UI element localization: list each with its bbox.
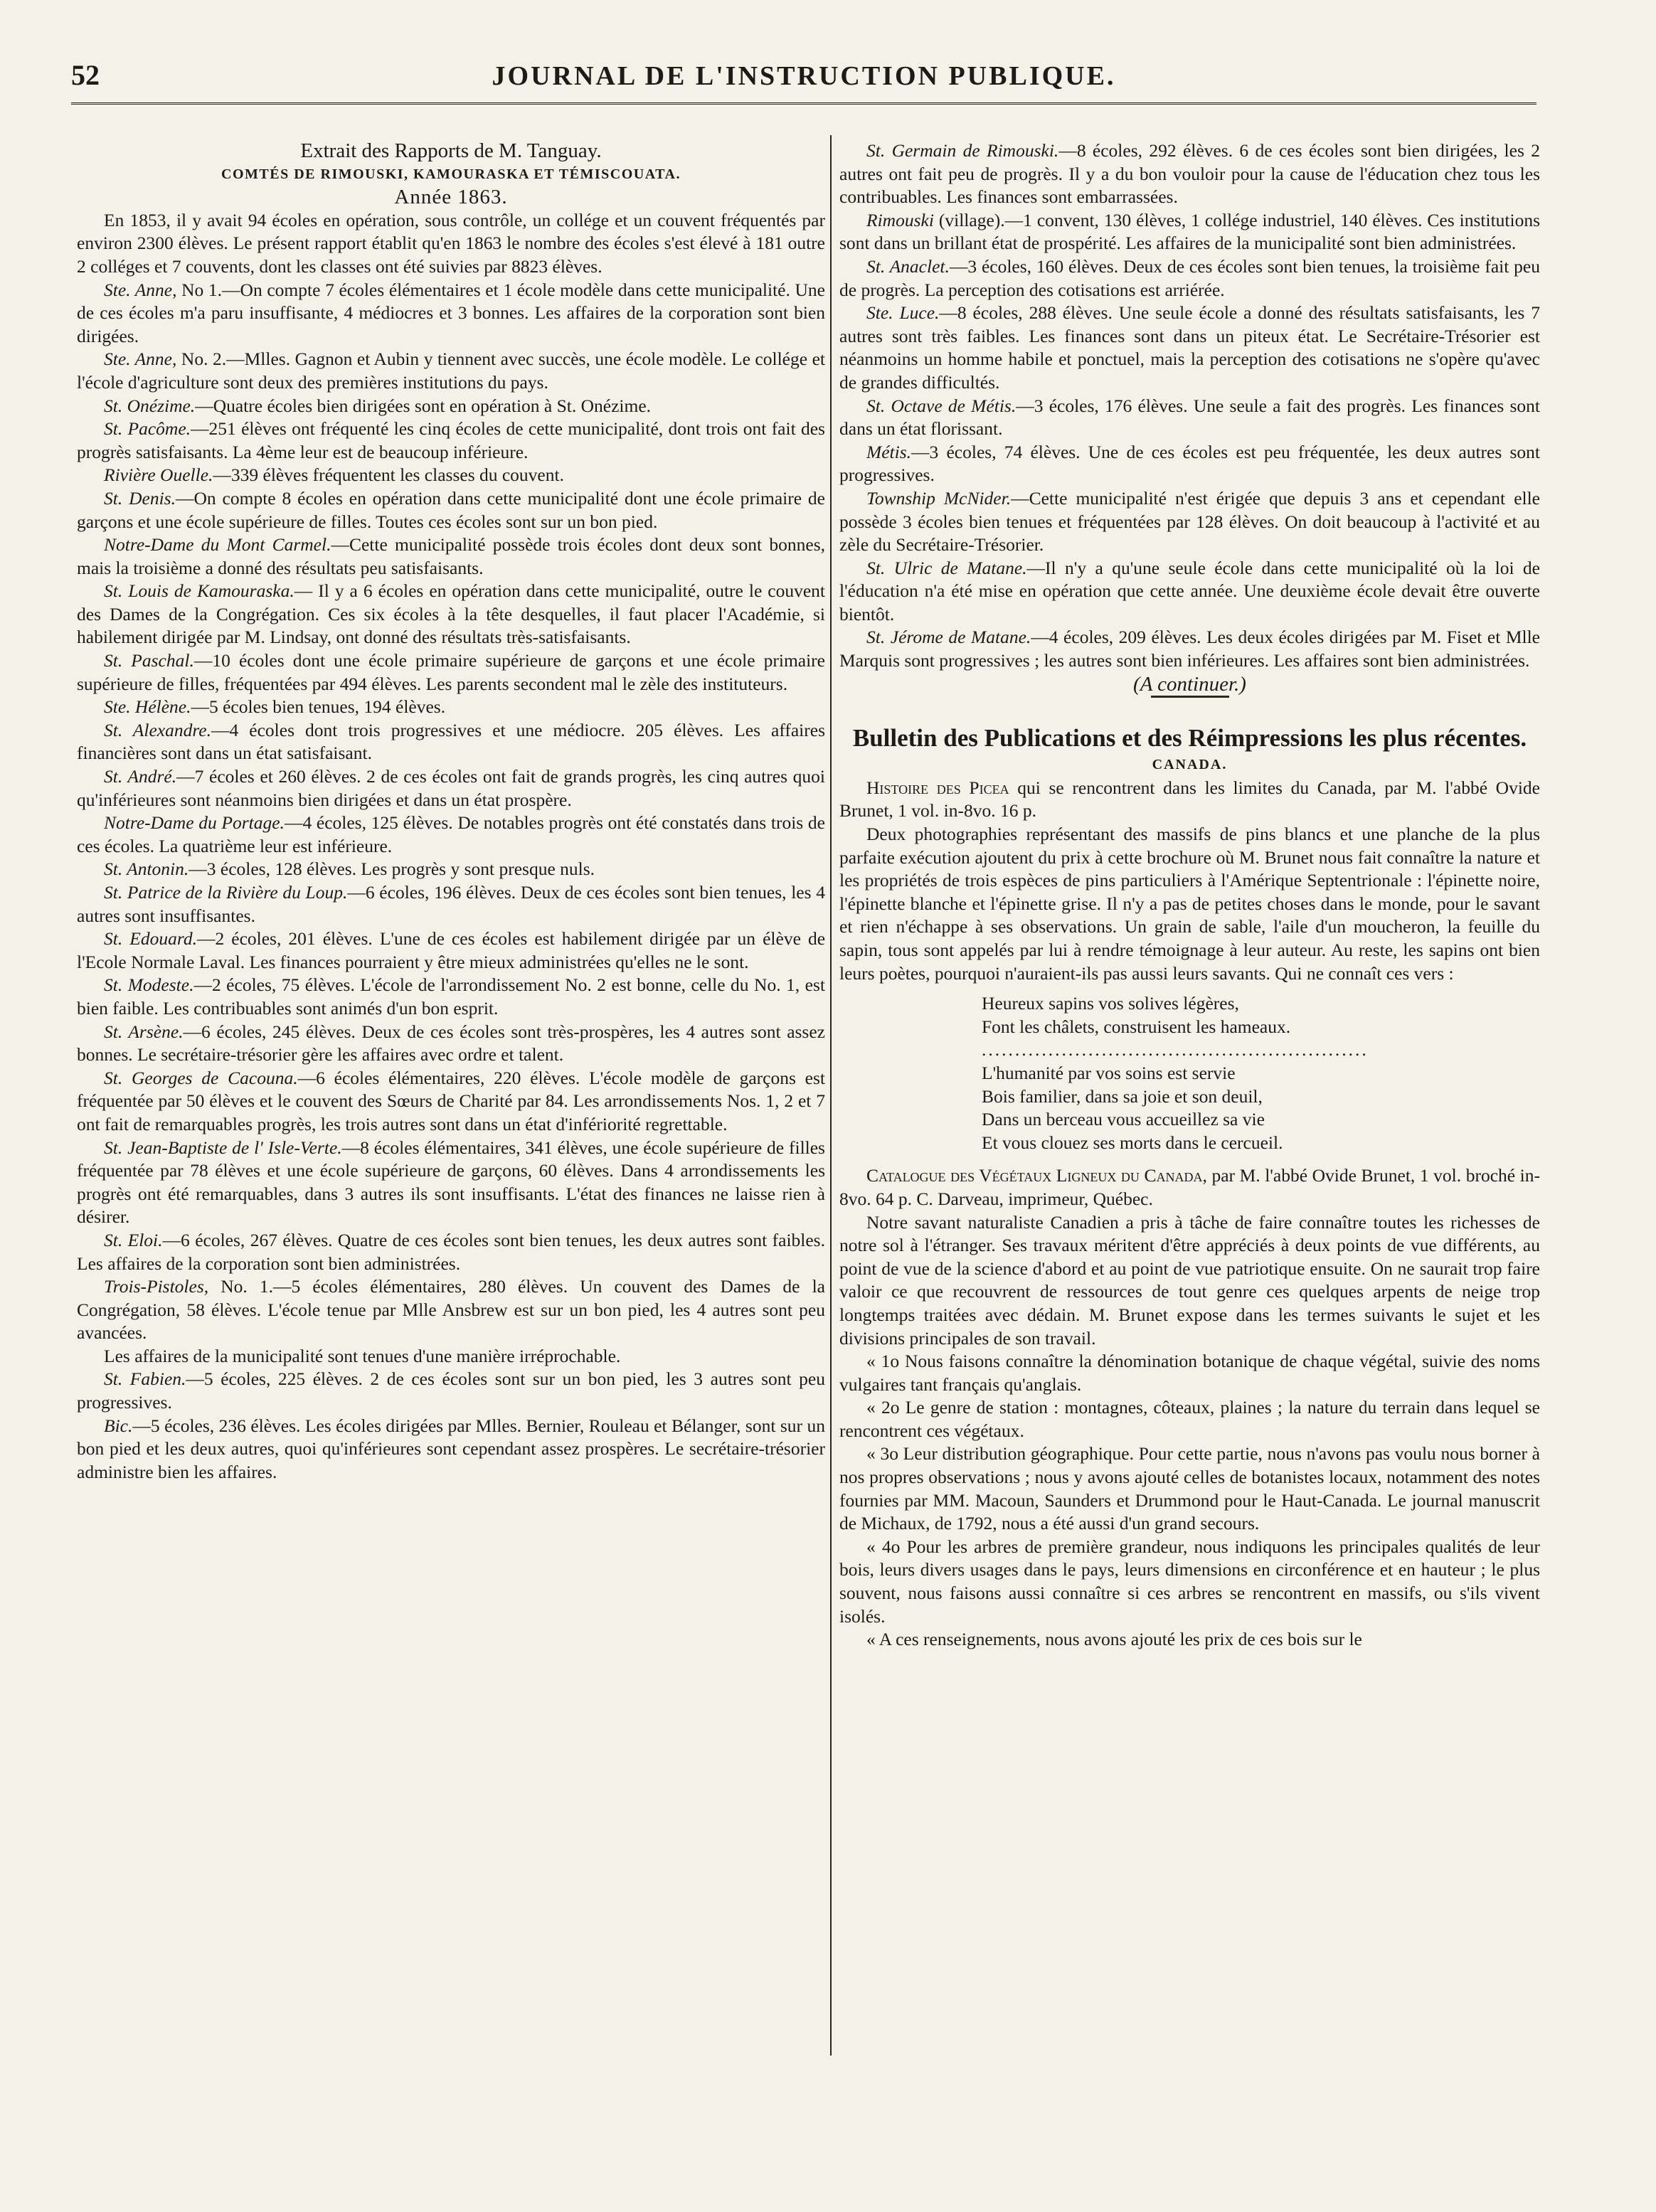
quote-paragraph: « 3o Leur distribution géographique. Pour cette partie, nous n'avons pas voulu nous borner à nos propres observations ; nous y avons ajouté celles de botanistes locaux, notamment des notes fournies par MM. Macoun, Saunders et Drummond pour le Haut-Canada. Le journal manuscrit de Michaux, de 1792, nous a été aussi d'un grand secours.	[839, 1443, 1540, 1534]
place-name: St. Germain de Rimouski.	[866, 140, 1059, 161]
place-name: St. Jean-Baptiste de l' Isle-Verte.	[104, 1137, 342, 1158]
entry-text: —5 écoles bien tenues, 194 élèves.	[191, 696, 446, 718]
entry-text: — Il y a 6 écoles en opération dans cette municipalité, outre le couvent des Dames de la Congrégation. Ces six écoles à la tête desquelles, il faut placer l'Académie, si habilement dirigée par M. Lindsay, ont donné des résultats très-satisfaisants.	[77, 580, 825, 648]
section-rule	[1151, 696, 1229, 698]
school-entry	[839, 441, 1540, 487]
place-name: Métis.	[866, 441, 912, 462]
entry-text: —On compte 8 écoles en opération dans cette municipalité dont une école primaire de garçons et une école supérieure de filles. Toutes ces écoles sont sur un bon pied.	[77, 487, 825, 532]
school-entry	[839, 626, 1540, 672]
quote-paragraph: « 1o Nous faisons connaître la dénomination botanique de chaque végétal, suivie des noms vulgaires tant français qu'anglais.	[839, 1351, 1540, 1395]
place-name: St. André.	[104, 766, 177, 787]
school-entry	[77, 1345, 825, 1368]
place-name: St. Georges de Cacouna.	[104, 1067, 298, 1088]
entry-text: No. 2.—Mlles. Gagnon et Aubin y tiennent avec succès, une école modèle. Le collége et l'école d'agriculture sont deux des premières institutions du pays.	[77, 349, 825, 393]
school-entry	[77, 533, 825, 580]
column-divider	[830, 135, 832, 2056]
place-name: St. Eloi.	[104, 1229, 163, 1250]
school-entry	[839, 139, 1540, 209]
entry-text: —Quatre écoles bien dirigées sont en opération à St. Onézime.	[195, 395, 652, 416]
poem-ellipsis: ..........................................................	[982, 1039, 1369, 1060]
school-entry	[839, 255, 1540, 302]
place-name: St. Pacôme.	[104, 418, 191, 440]
canada-heading: CANADA.	[1152, 757, 1228, 773]
entry-text: —8 écoles élémentaires, 341 élèves, une école supérieure de filles fréquentée par 78 élèves et une école supérieure de garçons, 60 élèves. Dans 4 arrondissements les progrès ont été remarquables, dans 3 autres ils sont insuffisants. L'état des finances ne laisse rien à désirer.	[77, 1137, 825, 1228]
entry-text: —251 élèves ont fréquenté les cinq écoles de cette municipalité, dont trois ont fait des progrès satisfaisants. La 4ème leur est de beaucoup inférieure.	[77, 418, 825, 462]
book1-citation	[839, 777, 1540, 823]
entry-text: —6 écoles, 267 élèves. Quatre de ces écoles sont bien tenues, les deux autres sont faibles. Les affaires de la corporation sont bien administrées.	[77, 1229, 825, 1274]
school-entry	[77, 927, 825, 974]
left-entries	[77, 279, 825, 1484]
entry-text: —3 écoles, 128 élèves. Les progrès y sont presque nuls.	[189, 858, 595, 880]
year-heading: Année 1863.	[394, 186, 508, 209]
place-name: St. Patrice de la Rivière du Loup.	[104, 882, 348, 903]
entry-text: —6 écoles, 245 élèves. Deux de ces écoles sont très-prospères, les 4 autres sont assez bonnes. Le secrétaire-trésorier gère les affaires avec ordre et talent.	[77, 1021, 825, 1065]
school-entry	[839, 487, 1540, 557]
place-name: St. Edouard.	[104, 928, 197, 950]
to-be-continued: (A continuer.)	[1133, 672, 1246, 696]
school-entry	[77, 765, 825, 812]
journal-title: JOURNAL DE L'INSTRUCTION PUBLIQUE.	[492, 61, 1116, 91]
school-entry	[77, 881, 825, 927]
school-entry	[77, 418, 825, 464]
quote-paragraph: « A ces renseignements, nous avons ajouté les prix de ces bois sur le	[866, 1629, 1362, 1650]
entry-text: —6 écoles élémentaires, 220 élèves. L'école modèle de garçons est fréquentée par 50 élèves et le couvent des Sœurs de Charité par 84. Les arrondissements Nos. 1, 2 et 7 ont fait de remarquables progrès, les trois autres sont dans un état d'infériorité regrettable.	[77, 1067, 825, 1134]
place-name: St. Denis.	[104, 487, 176, 509]
poem	[982, 992, 1540, 1154]
entry-text: —5 écoles, 236 élèves. Les écoles dirigées par Mlles. Bernier, Rouleau et Bélanger, sont sur un bon pied et les deux autres, quoi qu'inférieures sont cependant assez prospères. Le secrétaire-trésorier administre bien les affaires.	[77, 1415, 825, 1482]
school-entry	[77, 649, 825, 696]
entry-text: —4 écoles, 209 élèves. Les deux écoles dirigées par M. Fiset et Mlle Marquis sont progressives ; les autres sont bien inférieures. Les affaires sont bien administrées.	[839, 627, 1540, 671]
intro-paragraph: En 1853, il y avait 94 écoles en opération, sous contrôle, un collége et un couvent fréquentés par environ 2300 élèves. Le présent rapport établit qu'en 1863 le nombre des écoles s'est élevé à 181 outre 2 colléges et 7 couvents, dont les classes ont été suivies par 8823 élèves.	[77, 209, 825, 277]
entry-text: —339 élèves fréquentent les classes du couvent.	[213, 464, 564, 486]
right-column	[839, 139, 1540, 2060]
place-name: St. Ulric de Matane.	[866, 557, 1027, 578]
book1-review: Deux photographies représentant des massifs de pins blancs et une planche de la plus parfaite exécution ajoutent du prix à cette brochure où M. Brunet nous fait connaître la nature et les propriétés de trois espèces de pins particuliers à l'Amérique Septentrionale : l'épinette noire, l'épinette blanche et l'épinette grise. Il n'y a pas de petites choses dans le monde, pour le savant et rien n'échappe à ses observations. Un grain de sable, l'aile d'un moucheron, la feuille du sapin, tous sont appelés par lui à rendre témoignage à leur auteur. Au reste, les sapins ont bien leurs poètes, pourquoi n'auraient-ils pas aussi leurs savants. Qui ne connaît ces vers :	[839, 824, 1540, 984]
quote-paragraph: « 2o Le genre de station : montagnes, côteaux, plaines ; la nature du terrain dans lequel se rencontrent ces végétaux.	[839, 1397, 1540, 1441]
entry-text: —5 écoles, 225 élèves. 2 de ces écoles sont sur un bon pied, les 3 autres sont peu progressives.	[77, 1368, 825, 1413]
poem-line: Font les châlets, construisent les hameaux.	[982, 1016, 1291, 1037]
school-entry	[77, 464, 825, 487]
place-name: St. Onézime.	[104, 395, 196, 416]
school-entry	[77, 1067, 825, 1137]
school-entry	[77, 279, 825, 349]
school-entry	[839, 557, 1540, 627]
entry-text: —3 écoles, 74 élèves. Une de ces écoles est peu fréquentée, les deux autres sont progressives.	[839, 441, 1540, 486]
header-rule	[71, 102, 1536, 105]
place-name: St. Fabien.	[104, 1368, 186, 1390]
poem-line: Et vous clouez ses morts dans le cercueil.	[982, 1132, 1283, 1153]
book1-title: Histoire des Picea	[866, 777, 1009, 798]
place-name: Rivière Ouelle.	[104, 464, 213, 486]
quote-paragraph: « 4o Pour les arbres de première grandeur, nous indiquons les principales qualités de leur bois, leurs divers usages dans le pays, leurs dimensions en circonférence et en hauteur ; le plus souvent, nous faisons aussi connaître si ces arbres se rencontrent en massifs, ou s'ils vivent isolés.	[839, 1536, 1540, 1627]
report-title: Extrait des Rapports de M. Tanguay.	[300, 139, 602, 162]
school-entry	[77, 348, 825, 394]
book1-details: qui se rencontrent dans les limites du Canada, par M. l'abbé Ovide Brunet, 1 vol. in-8vo. 16 p.	[839, 777, 1540, 821]
school-entry	[77, 1368, 825, 1414]
place-name: Bic.	[104, 1415, 133, 1436]
entry-text: —2 écoles, 75 élèves. L'école de l'arrondissement No. 2 est bonne, celle du No. 1, est bien faible. Les contribuables sont animés d'un bon esprit.	[77, 974, 825, 1019]
place-name: Ste. Luce.	[866, 302, 940, 324]
school-entry	[839, 395, 1540, 441]
entry-text: No 1.—On compte 7 écoles élémentaires et 1 école modèle dans cette municipalité. Une de ces écoles m'a paru insuffisante, 4 médiocres et 3 bonnes. Les affaires de la corporation sont bien dirigées.	[77, 279, 825, 346]
school-entry	[77, 1415, 825, 1484]
entry-text: —3 écoles, 176 élèves. Une seule a fait des progrès. Les finances sont dans un état florissant.	[839, 395, 1540, 440]
entry-text: —Cette municipalité n'est érigée que depuis 3 ans et cependant elle possède 3 écoles bien tenues et fréquentées par 128 élèves. On doit beaucoup à l'activité et au zèle du Secrétaire-Trésorier.	[839, 487, 1540, 555]
school-entry	[77, 1275, 825, 1345]
entry-text: —6 écoles, 196 élèves. Deux de ces écoles sont bien tenues, les 4 autres sont insuffisantes.	[77, 882, 825, 926]
place-name: St. Modeste.	[104, 974, 194, 996]
school-entry	[77, 580, 825, 649]
school-entry	[77, 395, 825, 418]
entry-text: No. 1.—5 écoles élémentaires, 280 élèves. Un couvent des Dames de la Congrégation, 58 élèves. L'école tenue par Mlle Ansbrew est sur un bon pied, les 4 autres sont peu avancées.	[77, 1276, 825, 1344]
entry-text: —4 écoles, 125 élèves. De notables progrès ont été constatés dans trois de ces écoles. La quatrième leur est inférieure.	[77, 812, 825, 856]
place-name: St. Paschal.	[104, 650, 194, 671]
entry-text: —Il n'y a qu'une seule école dans cette municipalité où la loi de l'éducation n'a été mise en opération que cette année. Une deuxième école devait être ouverte bientôt.	[839, 557, 1540, 624]
school-entry	[839, 302, 1540, 394]
place-name: Ste. Anne,	[104, 279, 177, 300]
school-entry	[77, 974, 825, 1020]
place-name: Ste. Anne,	[104, 349, 177, 370]
school-entry	[77, 858, 825, 881]
running-head	[71, 58, 1536, 101]
place-name: St. Arsène.	[104, 1021, 184, 1042]
place-name: St. Louis de Kamouraska.	[104, 580, 294, 602]
school-entry	[77, 1137, 825, 1229]
school-entry	[77, 696, 825, 719]
entry-text: —10 écoles dont une école primaire supérieure de garçons et une école primaire supérieure de filles, fréquentées par 494 élèves. Les parents secondent mal le zèle des instituteurs.	[77, 650, 825, 694]
school-entry	[77, 1021, 825, 1067]
left-column	[77, 139, 825, 2060]
school-entry	[77, 1229, 825, 1275]
entry-text: Les affaires de la municipalité sont tenues d'une manière irréprochable.	[104, 1345, 621, 1366]
bulletin-title: Bulletin des Publications et des Réimpressions les plus récentes.	[852, 724, 1527, 753]
poem-line: Bois familier, dans sa joie et son deuil,	[982, 1085, 1263, 1107]
entry-text: —Cette municipalité possède trois écoles dont deux sont bonnes, mais la troisième a donné des résultats peu satisfaisants.	[77, 534, 825, 578]
place-name: St. Alexandre.	[104, 719, 211, 740]
entry-text: —7 écoles et 260 élèves. 2 de ces écoles ont fait de grands progrès, les cinq autres quoi qu'inférieures sont néanmoins bien dirigées et dans un état prospère.	[77, 766, 825, 810]
place-name: Trois-Pistoles,	[104, 1276, 209, 1297]
place-name: Rimouski	[866, 209, 934, 230]
book2-title: Catalogue des Végétaux Ligneux du Canada	[866, 1165, 1203, 1186]
place-name: Notre-Dame du Mont Carmel.	[104, 534, 331, 555]
page-number: 52	[71, 59, 100, 91]
place-name: Notre-Dame du Portage.	[104, 812, 285, 834]
school-entry	[77, 487, 825, 533]
entry-text: —4 écoles dont trois progressives et une médiocre. 205 élèves. Les affaires financières sont dans un état satisfaisant.	[77, 719, 825, 764]
right-entries	[839, 139, 1540, 673]
entry-text: —8 écoles, 288 élèves. Une seule école a donné des résultats satisfaisants, les 7 autres sont très faibles. Les finances sont dans un piteux état. Le Secrétaire-Trésorier est néanmoins un homme habile et ponctuel, mais la perception des cotisations ne s'opère qu'avec de grandes difficultés.	[839, 302, 1540, 393]
place-name: St. Antonin.	[104, 858, 189, 880]
book2-citation	[839, 1164, 1540, 1211]
poem-line: Dans un berceau vous accueillez sa vie	[982, 1109, 1265, 1130]
book2-details: , par M. l'abbé Ovide Brunet, 1 vol. broché in-8vo. 64 p. C. Darveau, imprimeur, Québec.	[839, 1165, 1540, 1209]
book2-review: Notre savant naturaliste Canadien a pris à tâche de faire connaître toutes les richesses de notre sol à l'étranger. Ses travaux méritent d'être appréciés à deux points de vue différents, au point de vue de la science d'abord et au point de vue patriotique ensuite. On ne saurait trop faire valoir ce que recouvrent de ressources de tout genre ces quelques arpents de neige trop longtemps traitées avec dédain. M. Brunet expose dans les termes suivants le sujet et les divisions principales de son travail.	[839, 1211, 1540, 1349]
place-name: St. Jérome de Matane.	[866, 627, 1031, 648]
school-entry	[839, 209, 1540, 255]
place-name: Ste. Hélène.	[104, 696, 191, 718]
school-entry	[77, 812, 825, 858]
place-name: St. Anaclet.	[866, 255, 950, 277]
entry-text: —3 écoles, 160 élèves. Deux de ces écoles sont bien tenues, la troisième fait peu de progrès. La perception des cotisations est arriérée.	[839, 255, 1540, 300]
school-entry	[77, 719, 825, 765]
counties-heading: COMTÉS DE RIMOUSKI, KAMOURASKA ET TÉMISCOUATA.	[221, 166, 681, 182]
poem-line: L'humanité par vos soins est servie	[982, 1062, 1236, 1083]
entry-text: —8 écoles, 292 élèves. 6 de ces écoles sont bien dirigées, les 2 autres ont fait peu de progrès. Il y a du bon vouloir pour la cause de l'éducation chez tous les contribuables. Les finances sont embarrassées.	[839, 140, 1540, 208]
poem-line: Heureux sapins vos solives légères,	[982, 993, 1239, 1014]
entry-text: (village).—1 convent, 130 élèves, 1 collége industriel, 140 élèves. Ces institutions sont dans un brillant état de prospérité. Les affaires de la municipalité sont bien administrées.	[839, 209, 1540, 254]
place-name: Township McNider.	[866, 487, 1012, 509]
place-name: St. Octave de Métis.	[866, 395, 1017, 416]
entry-text: —2 écoles, 201 élèves. L'une de ces écoles est habilement dirigée par un élève de l'Ecole Normale Laval. Les finances pourraient y être mieux administrées qu'elles ne le sont.	[77, 928, 825, 972]
